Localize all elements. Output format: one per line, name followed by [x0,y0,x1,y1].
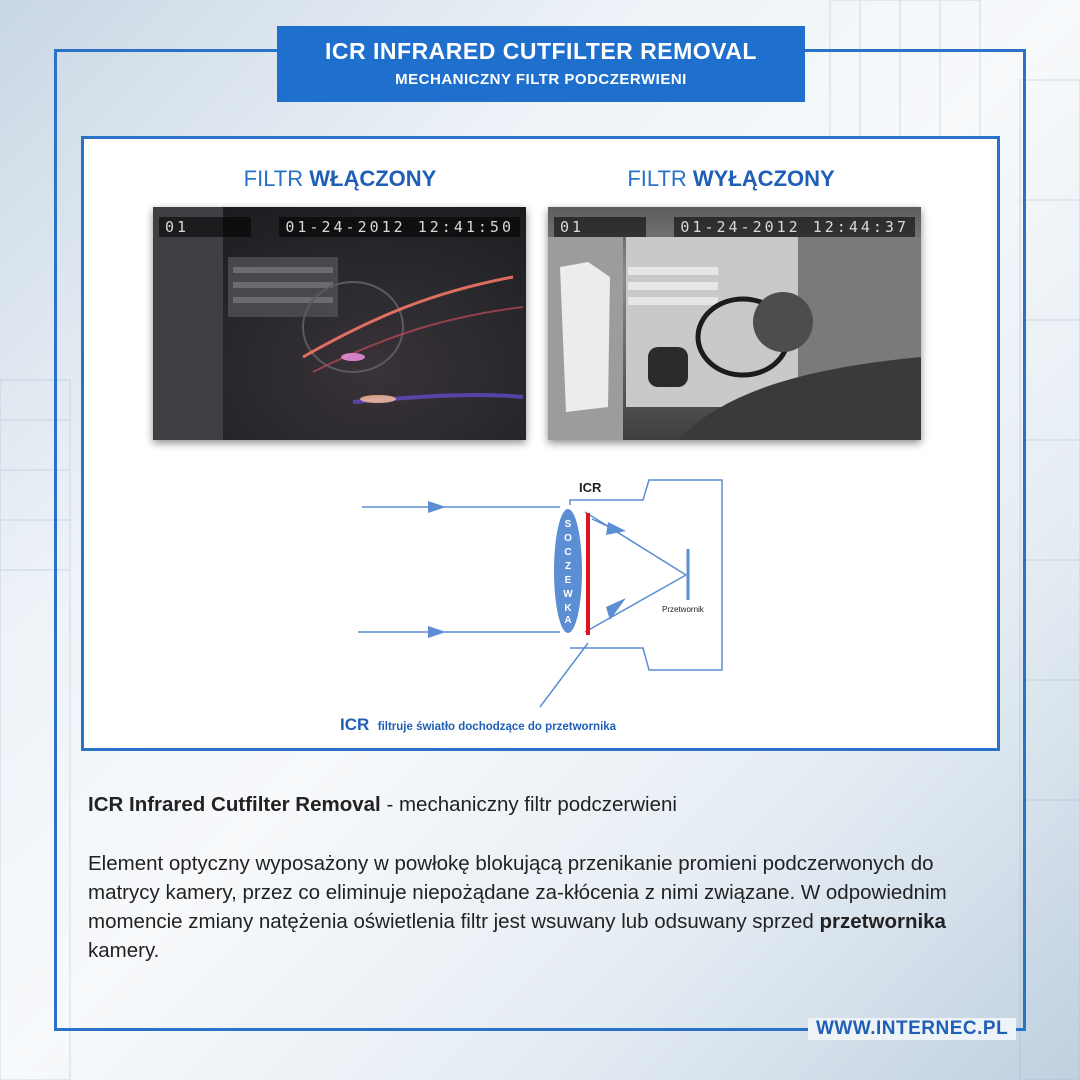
arrow-converge-bottom [606,598,626,620]
camera-timestamp: 01-24-2012 12:41:50 [279,217,520,237]
diagram-caption [340,715,617,734]
camera-label-state: WYŁĄCZONY [692,166,835,191]
lens-letter: S [564,519,572,530]
description-body [88,849,998,965]
caption-strong: ICR [340,715,370,734]
lens-letter: O [564,533,572,544]
lens-letter: A [564,615,572,626]
camera-label-prefix: FILTR [627,166,687,191]
lens-letter: Z [564,561,572,572]
description-lead-rest: - mechaniczny filtr podczerwieni [380,793,677,816]
converge-ray-1 [585,512,686,575]
icr-label: ICR [579,480,602,495]
description-body-part2: kamery. [88,939,160,963]
caption-pointer [540,643,588,707]
description-body-part1: Element optyczny wyposażony w powłokę blokującą przenikanie promieni podczerwonych do matrycy kamery, przez co eliminuje niepożądane za-kłócenia z nimi związane. W odpowiednim momencie zmiany natężenia oświetlenia filtr jest wsuwany lub odsuwany sprzed [88,852,947,934]
description-lead-strong: ICR Infrared Cutfilter Removal [88,793,381,816]
converge-ray-2 [585,575,686,632]
description [88,790,998,966]
sensor-label: Przetwornik [662,605,704,614]
arrow-converge-top [606,522,626,535]
lens-letter: C [564,547,572,558]
arrow-ray-bottom [428,626,446,638]
description-body-strong: przetwornika [819,910,946,934]
camera-timestamp: 01-24-2012 12:44:37 [674,217,915,237]
description-lead [88,790,998,819]
page-title: ICR INFRARED CUTFILTER REMOVAL [325,38,757,64]
caption-rest: filtruje światło dochodzące do przetwornika [377,721,617,733]
arrow-ray-top [428,501,446,513]
camera-label-prefix: FILTR [243,166,304,191]
camera-label-state: WŁĄCZONY [309,166,437,191]
page-subtitle: MECHANICZNY FILTR PODCZERWIENI [395,71,687,88]
lens-letter: E [564,575,572,586]
website-link[interactable]: WWW.INTERNEC.PL [808,1018,1016,1040]
lens-letter: W [563,589,573,600]
camera-channel: 01 [554,217,646,237]
camera-housing [570,480,722,670]
lens-letter: K [564,603,572,614]
camera-channel: 01 [159,217,251,237]
